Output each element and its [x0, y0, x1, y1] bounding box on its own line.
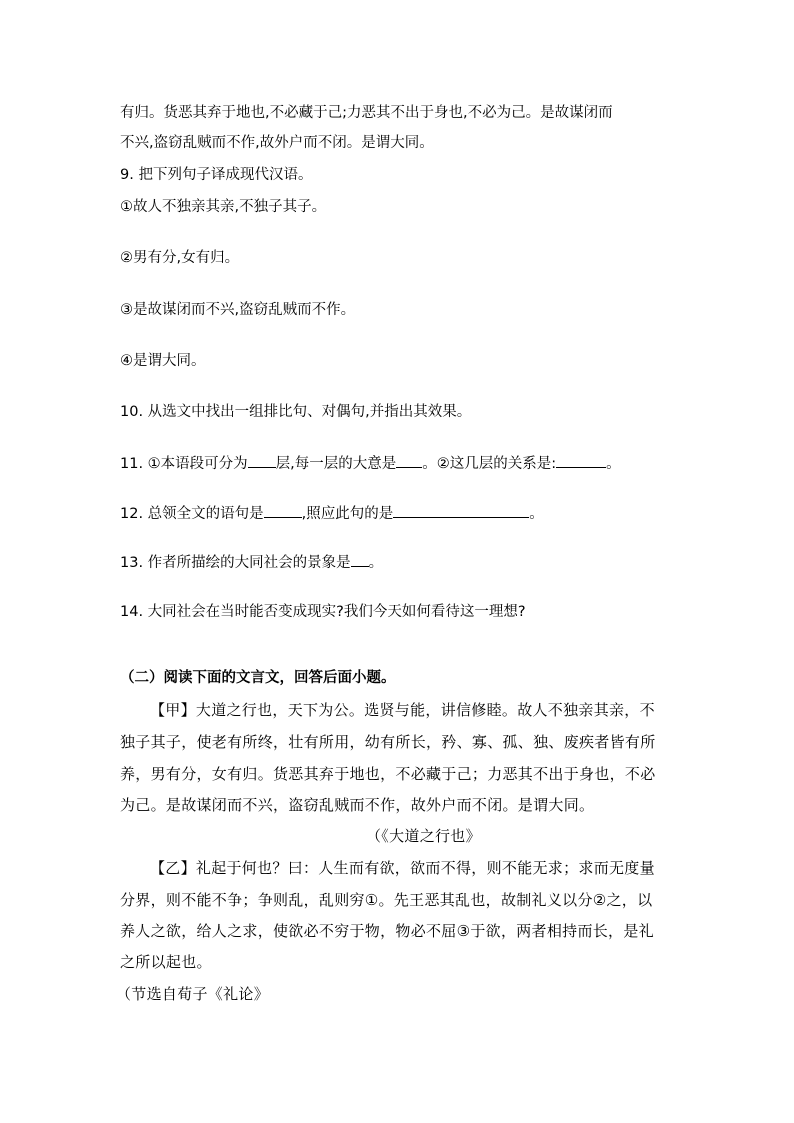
passage-jia-line: 【甲】大道之行也，天下为公。选贤与能，讲信修睦。故人不独亲其亲，不 — [150, 701, 655, 719]
q9-item-2: ②男有分,女有归。 — [120, 250, 240, 266]
q9-item-1: ①故人不独亲其亲,不独子其子。 — [120, 199, 327, 215]
passage-yi-source: （节选自荀子《礼论》 — [116, 985, 270, 1003]
answer-blank[interactable] — [393, 503, 529, 518]
passage-jia-line: 养，男有分，女有归。货恶其弃于地也，不必藏于己；力恶其不出于身也，不必 — [120, 765, 656, 783]
passage-jia-line: 独子其子，使老有所终，壮有所用，幼有所长，矜、寡、孤、独、废疾者皆有所 — [120, 733, 656, 751]
question-10: 10. 从选文中找出一组排比句、对偶句,并指出其效果。 — [120, 404, 472, 420]
answer-blank[interactable] — [248, 453, 276, 468]
passage-line: 有归。货恶其弃于地也,不必藏于己;力恶其不出于身也,不必为己。是故谋闭而 — [120, 105, 613, 121]
question-9: 9. 把下列句子译成现代汉语。 — [120, 167, 313, 183]
answer-blank[interactable] — [556, 453, 606, 468]
passage-line: 不兴,盗窃乱贼而不作,故外户而不闭。是谓大同。 — [120, 135, 434, 151]
question-12: 12. 总领全文的语句是 ,照应此句的是 。 — [120, 503, 544, 524]
section-heading: （二）阅读下面的文言文，回答后面小题。 — [120, 670, 396, 686]
answer-blank[interactable] — [396, 453, 422, 468]
answer-blank[interactable] — [351, 552, 369, 567]
passage-yi-line: 养人之欲，给人之求，使欲必不穷于物，物必不屈③于欲，两者相持而长，是礼 — [120, 922, 654, 940]
answer-blank[interactable] — [264, 503, 302, 518]
passage-yi-line: 分界，则不能不争；争则乱，乱则穷①。先王恶其乱也，故制礼义以分②之，以 — [120, 891, 653, 909]
question-14: 14. 大同社会在当时能否变成现实?我们今天如何看待这一理想? — [120, 604, 526, 620]
passage-yi-line: 之所以起也。 — [120, 953, 212, 971]
q9-item-3: ③是故谋闭而不兴,盗窃乱贼而不作。 — [120, 302, 356, 318]
question-11: 11. ①本语段可分为 层,每一层的大意是 。②这几层的关系是: 。 — [120, 453, 621, 474]
q9-item-4: ④是谓大同。 — [120, 353, 206, 369]
passage-jia-line: 为己。是故谋闭而不兴，盗窃乱贼而不作，故外户而不闭。是谓大同。 — [120, 796, 595, 814]
passage-yi-line: 【乙】礼起于何也？曰：人生而有欲，欲而不得，则不能无求；求而无度量 — [150, 859, 655, 877]
passage-jia-source: （《大道之行也》 — [366, 827, 481, 845]
question-13: 13. 作者所描绘的大同社会的景象是 。 — [120, 552, 383, 573]
